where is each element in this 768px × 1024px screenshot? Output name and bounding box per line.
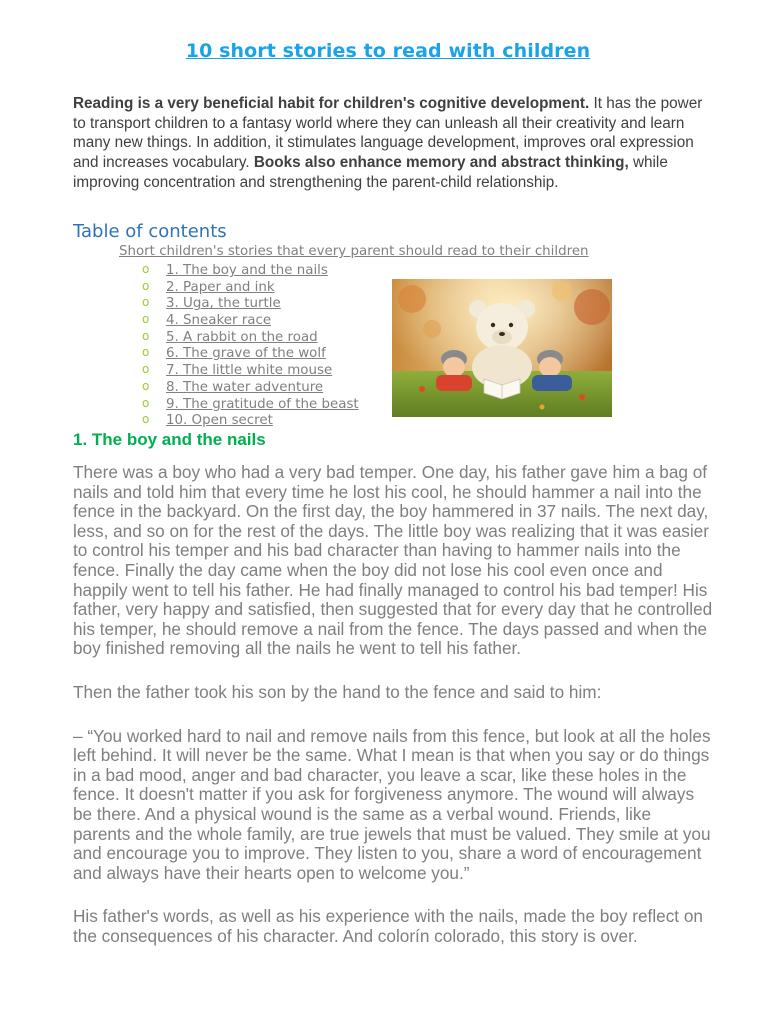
toc-bullet: o <box>142 278 150 293</box>
toc-item <box>142 311 359 328</box>
toc-link-5[interactable]: 5. A rabbit on the road <box>166 329 318 345</box>
toc-link-4[interactable]: 4. Sneaker race <box>166 313 272 329</box>
toc-link-2[interactable]: 2. Paper and ink <box>166 279 275 295</box>
toc-link-7[interactable]: 7. The little white mouse <box>166 363 333 379</box>
intro-paragraph <box>73 94 713 193</box>
toc-bullet: o <box>142 362 150 377</box>
toc-item <box>142 395 359 412</box>
toc-item <box>142 344 359 361</box>
intro-bold-2: Books also enhance memory and abstract thinking, <box>253 154 629 172</box>
toc-bullet: o <box>142 262 150 276</box>
story-paragraph: There was a boy who had a very bad temper. One day, his father gave him a bag of nails and told him that every time he lost his cool, he should hammer a nail into the fence in the backyard. On the first day, the boy hammered in 37 nails. The next day, less, and so on for the rest of the days. The little boy was realizing that it was easier to control his temper and his bad character than having to hammer nails into the fence. Finally the day came when the boy did not lose his cool even once and happily went to tell his father. He had finally managed to control his bad temper! His father, very happy and satisfied, then suggested that for every day that he controlled his temper, he should remove a nail from the fence. The days passed and when the boy finished removing all the nails he went to tell his father. <box>73 462 713 659</box>
intro-text-2: while improving concentration and strengthening the parent-child relationship. <box>73 154 668 191</box>
story-paragraph: His father's words, as well as his experience with the nails, made the boy reflect on the consequences of his character. And colorín colorado, this story is over. <box>73 906 703 946</box>
story-paragraph: Then the father took his son by the hand to the fence and said to him: <box>73 681 602 702</box>
story-1-heading: 1. The boy and the nails <box>73 430 266 449</box>
story-1-body <box>73 463 713 970</box>
toc-bullet: o <box>142 328 150 343</box>
toc-item <box>142 328 359 345</box>
toc-bullet: o <box>142 378 150 393</box>
toc-item <box>142 261 359 278</box>
photo-illustration <box>392 279 612 417</box>
toc-bullet: o <box>142 395 150 410</box>
toc-link-8[interactable]: 8. The water adventure <box>166 379 324 395</box>
toc-bullet: o <box>142 295 150 310</box>
story-paragraph: – “You worked hard to nail and remove nails from this fence, but look at all the holes left behind. It will never be the same. What I mean is that when you say or do things in a bad mood, anger and bad character, you leave a scar, like these holes in the fence. It doesn't matter if you ask for forgiveness anymore. The wound will always be there. And a physical wound is the same as a verbal wound. Friends, like parents and the whole family, are true jewels that must be valued. They smile at you and encourage you to improve. They listen to you, share a word of encouragement and always have their hearts open to welcome you.” <box>73 725 711 883</box>
document-title-link[interactable]: 10 short stories to read with children <box>185 40 591 62</box>
toc-link-6[interactable]: 6. The grave of the wolf <box>166 346 326 362</box>
intro-bold-1: Reading is a very beneficial habit for children's cognitive development. <box>73 95 590 112</box>
children-reading-photo <box>392 279 612 417</box>
toc-item <box>142 378 359 395</box>
toc-link-9[interactable]: 9. The gratitude of the beast <box>166 396 359 412</box>
toc-item <box>142 294 359 311</box>
toc-bullet: o <box>142 312 150 327</box>
toc-list <box>142 261 359 428</box>
intro-text-1: It has the power to transport children to a fantasy world where they can unleash all their creativity and learn many new things. In addition, it stimulates language development, improves oral expression and increases vocabulary. <box>73 95 703 172</box>
toc-link-10[interactable]: 10. Open secret <box>166 413 273 429</box>
toc-heading: Table of contents <box>73 221 227 242</box>
toc-bullet: o <box>142 345 150 360</box>
toc-link-3[interactable]: 3. Uga, the turtle <box>166 296 281 312</box>
toc-item <box>142 278 359 295</box>
toc-bullet: o <box>142 412 150 427</box>
toc-item <box>142 361 359 378</box>
toc-link-1[interactable]: 1. The boy and the nails <box>166 263 328 278</box>
toc-item <box>142 411 359 428</box>
toc-subheading-link[interactable]: Short children's stories that every parent should read to their children <box>119 244 589 259</box>
